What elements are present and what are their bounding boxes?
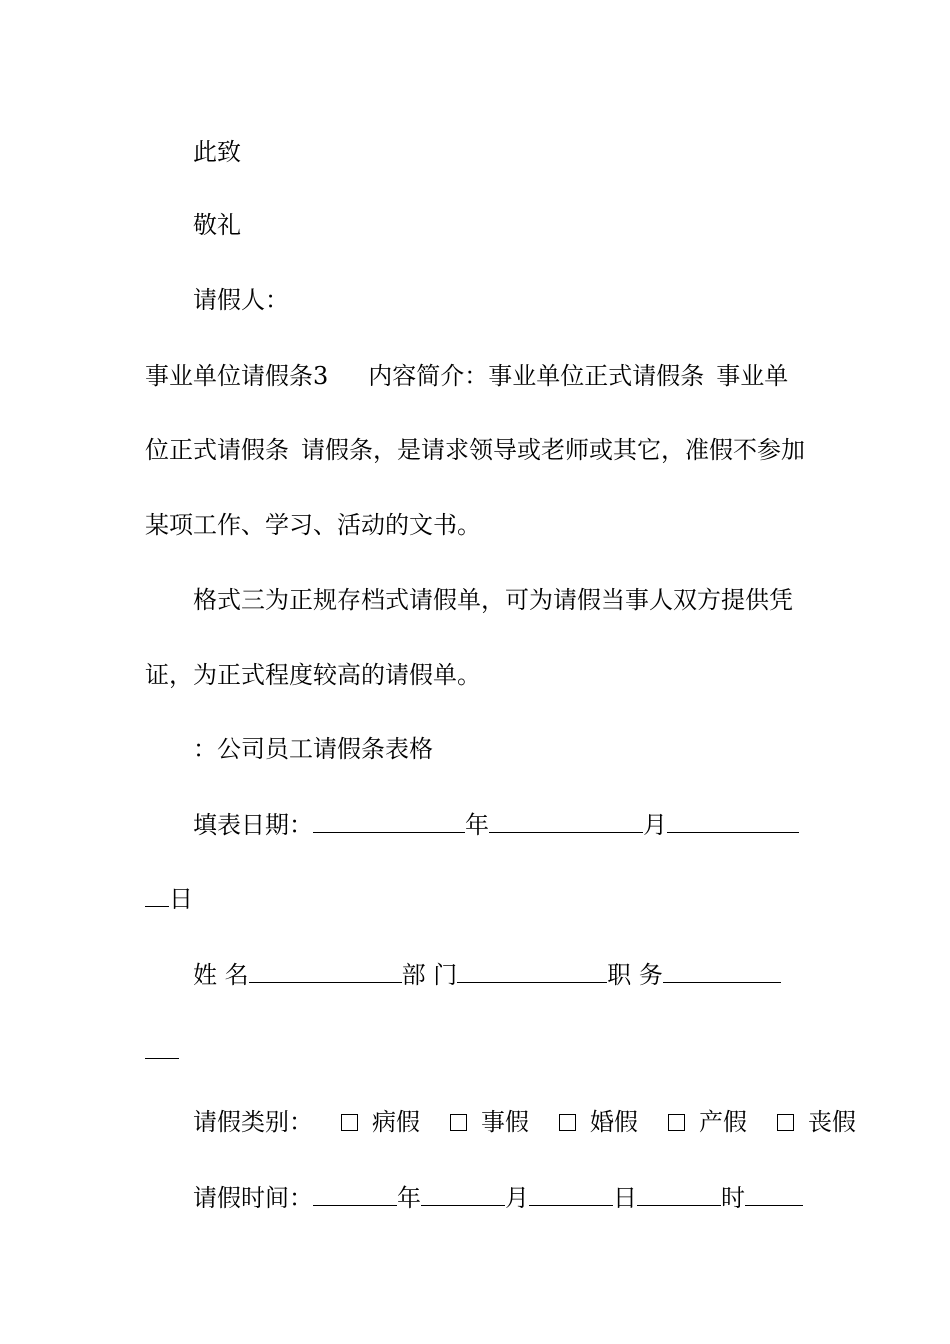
leave-type-personal: 事假 <box>481 1108 529 1136</box>
signer-label: 请假人： <box>193 286 289 314</box>
employee-info-row-continued <box>145 1034 807 1067</box>
leave-type-label: 请假类别： <box>193 1108 313 1136</box>
leave-day-label: 日 <box>613 1184 637 1212</box>
section-3-line-3: 某项工作、学习、活动的文书。 <box>145 511 481 539</box>
leave-type-sick: 病假 <box>372 1108 420 1136</box>
day-label: 日 <box>169 885 193 913</box>
leave-hour-label: 时 <box>721 1184 745 1212</box>
section-3-line-1 <box>145 360 807 392</box>
summary-tail: 事业单 <box>716 362 789 390</box>
employee-info-row <box>193 958 807 991</box>
leave-type-marriage: 婚假 <box>590 1108 638 1136</box>
leave-time-label: 请假时间： <box>193 1184 313 1212</box>
year-blank[interactable] <box>313 808 465 833</box>
closing-line-2: 敬礼 <box>193 211 241 239</box>
year-label: 年 <box>465 811 489 839</box>
fill-date-label: 填表日期： <box>193 811 313 839</box>
sick-leave-checkbox[interactable] <box>341 1114 358 1131</box>
section-3-line-2-part-1: 位正式请假条 <box>145 436 289 464</box>
leave-hour-blank[interactable] <box>637 1181 721 1206</box>
maternity-leave-checkbox[interactable] <box>668 1114 685 1131</box>
month-label: 月 <box>643 811 667 839</box>
position-blank-start[interactable] <box>663 958 781 983</box>
day-blank-start[interactable] <box>667 808 799 833</box>
name-blank[interactable] <box>249 958 402 983</box>
leave-type-bereavement: 丧假 <box>808 1108 856 1136</box>
section-3-line-2 <box>145 434 807 466</box>
leave-year-blank[interactable] <box>313 1181 397 1206</box>
closing-line-1: 此致 <box>193 138 241 166</box>
leave-year-label: 年 <box>397 1184 421 1212</box>
paragraph-line-2: 证，为正式程度较高的请假单。 <box>145 661 481 689</box>
leave-month-label: 月 <box>505 1184 529 1212</box>
fill-date-row-continued <box>145 882 807 915</box>
leave-type-row <box>193 1106 856 1138</box>
bereavement-leave-checkbox[interactable] <box>777 1114 794 1131</box>
name-label: 姓 名 <box>193 961 249 989</box>
day-blank-end[interactable] <box>145 882 169 907</box>
summary-label: 内容简介：事业单位正式请假条 <box>368 362 705 390</box>
leave-hour-tail-blank[interactable] <box>745 1181 803 1206</box>
fill-date-row <box>193 808 807 841</box>
section-title: 事业单位请假条3 <box>145 362 329 390</box>
form-heading: ：公司员工请假条表格 <box>193 735 433 763</box>
paragraph-line-1: 格式三为正规存档式请假单，可为请假当事人双方提供凭 <box>193 586 793 614</box>
section-3-line-2-part-2: 请假条，是请求领导或老师或其它，准假不参加 <box>301 436 805 464</box>
leave-time-row <box>193 1181 807 1214</box>
position-blank-end[interactable] <box>145 1034 179 1059</box>
dept-blank[interactable] <box>457 958 607 983</box>
marriage-leave-checkbox[interactable] <box>559 1114 576 1131</box>
month-blank[interactable] <box>489 808 643 833</box>
leave-type-maternity: 产假 <box>699 1108 747 1136</box>
position-label: 职 务 <box>607 961 663 989</box>
dept-label: 部 门 <box>401 961 458 989</box>
personal-leave-checkbox[interactable] <box>450 1114 467 1131</box>
leave-month-blank[interactable] <box>421 1181 505 1206</box>
leave-day-blank[interactable] <box>529 1181 613 1206</box>
